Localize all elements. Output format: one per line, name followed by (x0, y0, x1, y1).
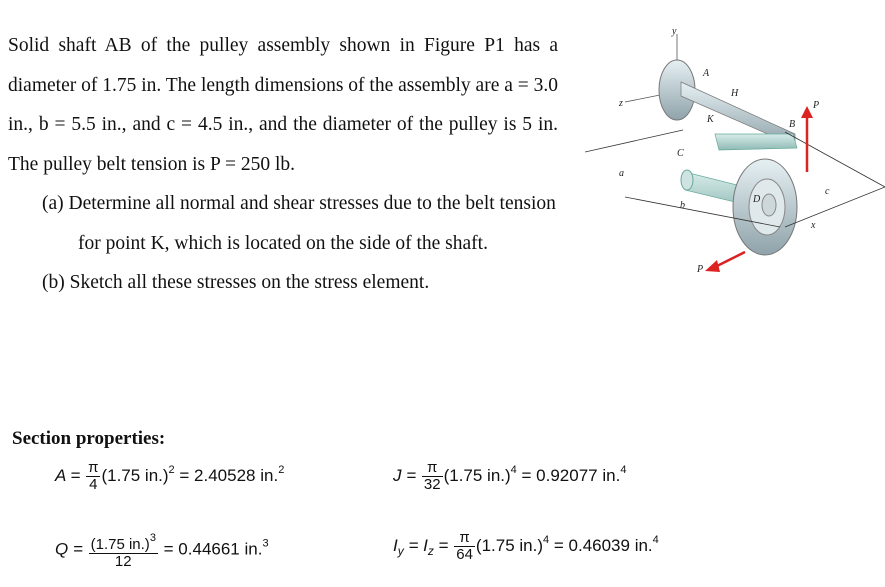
i-frac-den: 64 (456, 546, 473, 563)
pulley-assembly-figure (585, 22, 885, 292)
label-k: K (707, 114, 714, 125)
q-result-exp: 3 (262, 537, 269, 550)
j-fraction (422, 460, 443, 493)
label-p-bottom: P (697, 264, 704, 275)
i-result: = 0.46039 in. (549, 535, 653, 555)
q-frac-num-exp: 3 (149, 532, 156, 544)
j-frac-den: 32 (423, 476, 441, 493)
i-lhs-2: = I (403, 535, 428, 555)
label-z: z (619, 98, 623, 109)
label-dim-a: a (619, 168, 624, 179)
area-result-exp: 2 (278, 463, 285, 476)
i-eq: = (433, 535, 449, 555)
label-dim-c: c (825, 186, 830, 197)
moment-of-inertia-equation (393, 530, 659, 563)
part-a: (a) Determine all normal and shear stresses due to the belt tension for point K, which is located on the side of the shaft. (42, 193, 556, 254)
i-sub-y: y (397, 543, 404, 558)
label-x: x (811, 220, 816, 231)
label-c-point: C (677, 148, 684, 159)
q-frac-den: 12 (114, 553, 132, 570)
area-fraction (86, 460, 100, 493)
area-rhs: (1.75 in.) (101, 465, 169, 485)
q-fraction (89, 530, 158, 570)
j-lhs: J = (393, 465, 417, 485)
label-p-top: P (813, 100, 820, 111)
area-frac-num: π (88, 459, 99, 476)
label-b-point: B (789, 119, 796, 130)
problem-intro: Solid shaft AB of the pulley assembly shown in Figure P1 has a diameter of 1.75 in. The length dimensions of the assembly are a = 3.0 in., b = 5.5 in., and c = 4.5 in., and the diameter of the pulley is 5 in. The pulley belt tension is P = 250 lb. (8, 35, 559, 175)
area-lhs: A = (55, 465, 81, 485)
q-lhs: Q = (55, 539, 83, 559)
q-frac-num-value: (1.75 in.) (90, 536, 150, 553)
j-rhs: (1.75 in.) (443, 465, 511, 485)
i-frac-num: π (454, 530, 475, 547)
j-result: = 0.92077 in. (516, 465, 621, 485)
force-p-top-arrowhead (801, 106, 813, 118)
label-a-point: A (703, 68, 710, 79)
i-fraction (454, 530, 475, 563)
polar-moment-equation (393, 460, 626, 493)
area-result: = 2.40528 in. (174, 465, 279, 485)
dimension-line-c-lower (785, 187, 885, 227)
part-b: (b) Sketch all these stresses on the stress element. (42, 272, 430, 293)
problem-statement (8, 26, 558, 303)
label-y: y (672, 26, 677, 37)
first-moment-equation (55, 530, 269, 570)
pulley-center (762, 194, 776, 216)
force-p-bottom (715, 252, 745, 267)
force-p-bottom-arrowhead (705, 260, 720, 272)
dimension-line-a (585, 130, 683, 152)
area-frac-den: 4 (89, 476, 98, 493)
label-dim-b: b (680, 200, 685, 211)
shaft-c-end (681, 170, 693, 190)
i-result-exp: 4 (652, 533, 659, 546)
j-frac-num: π (422, 460, 443, 477)
crank-arm (715, 134, 797, 150)
label-d: D (753, 194, 761, 205)
area-rhs-exp: 2 (168, 463, 175, 476)
area-equation (55, 460, 284, 493)
i-rhs: (1.75 in.) (475, 535, 544, 555)
i-sub-z: z (427, 543, 434, 558)
i-rhs-exp: 4 (543, 533, 550, 546)
q-frac-num (89, 530, 158, 554)
section-properties-heading: Section properties: (12, 428, 166, 449)
label-h: H (731, 88, 739, 99)
dimension-line-c (785, 132, 885, 187)
i-lhs-1: I (393, 535, 398, 555)
q-result: = 0.44661 in. (158, 539, 263, 559)
j-rhs-exp: 4 (510, 463, 517, 476)
j-result-exp: 4 (620, 463, 627, 476)
